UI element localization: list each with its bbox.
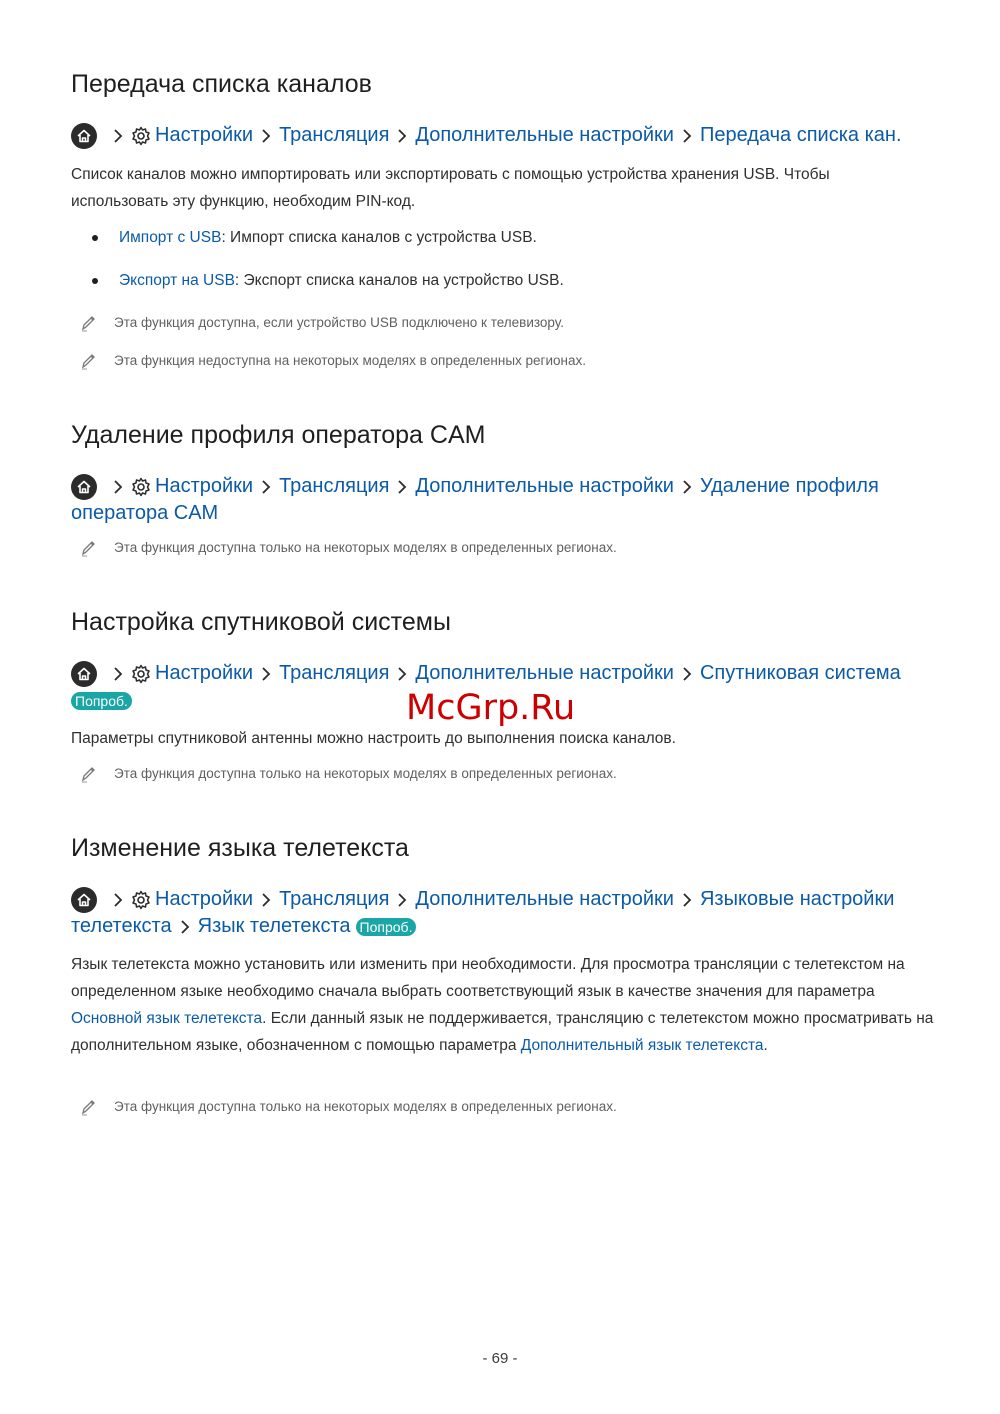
crumb-advanced-settings[interactable]: Дополнительные настройки: [415, 662, 674, 684]
note-text: Эта функция доступна, если устройство USB подключено к телевизору.: [114, 315, 564, 330]
gear-icon: [131, 477, 151, 497]
section-description: Параметры спутниковой антенны можно настроить до выполнения поиска каналов.: [71, 730, 676, 747]
pencil-note-icon: [80, 314, 96, 332]
chevron-right-icon: [256, 886, 276, 913]
description-text: .: [763, 1037, 768, 1054]
chevron-right-icon: [108, 660, 128, 687]
note-text: Эта функция доступна только на некоторых моделях в определенных регионах.: [114, 766, 617, 781]
home-icon[interactable]: [71, 123, 97, 149]
term-import-usb: Импорт с USB: [119, 229, 222, 246]
bullet-dot: [92, 235, 98, 241]
chevron-right-icon: [677, 886, 697, 913]
term-primary-teletext-language: Основной язык телетекста: [71, 1010, 263, 1027]
pencil-note-icon: [80, 765, 96, 783]
term-export-usb: Экспорт на USB: [119, 272, 235, 289]
term-secondary-teletext-language: Дополнительный язык телетекста: [520, 1037, 764, 1054]
crumb-teletext-language[interactable]: Язык телетекста: [197, 915, 351, 937]
note: [80, 1097, 940, 1117]
menu-path-channel-list-transfer: [71, 122, 941, 149]
chevron-right-icon: [677, 660, 697, 687]
gear-icon: [131, 664, 151, 684]
bullet-dot: [92, 278, 98, 284]
page-number: - 69 -: [482, 1350, 518, 1367]
chevron-right-icon: [392, 122, 412, 149]
section-title-cam-profile-delete: Удаление профиля оператора CAM: [71, 421, 486, 449]
chevron-right-icon: [256, 660, 276, 687]
try-now-badge[interactable]: Попроб.: [356, 918, 417, 936]
crumb-broadcast[interactable]: Трансляция: [279, 888, 390, 910]
crumb-broadcast[interactable]: Трансляция: [279, 662, 390, 684]
home-icon[interactable]: [71, 474, 97, 500]
note: [80, 538, 940, 558]
crumb-advanced-settings[interactable]: Дополнительные настройки: [415, 124, 674, 146]
chevron-right-icon: [108, 122, 128, 149]
chevron-right-icon: [256, 473, 276, 500]
crumb-satellite-system[interactable]: Спутниковая система: [699, 662, 901, 684]
crumb-settings[interactable]: Настройки: [155, 888, 254, 910]
crumb-cam-profile-delete[interactable]: Удаление профиля: [699, 475, 879, 497]
pencil-note-icon: [80, 352, 96, 370]
note-text: Эта функция доступна только на некоторых моделях в определенных регионах.: [114, 1099, 617, 1114]
note: [80, 764, 940, 784]
pencil-note-icon: [80, 539, 96, 557]
section-description: Список каналов можно импортировать или экспортировать с помощью устройства хранения USB. Чтобы использовать эту функцию, необходим PIN-код.: [71, 166, 830, 210]
home-icon[interactable]: [71, 887, 97, 913]
chevron-right-icon: [175, 913, 195, 940]
description-text: . Если данный язык не поддерживается, трансляцию с телетекстом можно просматривать на дополнительном языке, обозначенном с помощью параметра: [71, 1010, 934, 1054]
chevron-right-icon: [392, 660, 412, 687]
crumb-advanced-settings[interactable]: Дополнительные настройки: [415, 475, 674, 497]
section-title-teletext-language: Изменение языка телетекста: [71, 834, 409, 862]
gear-icon: [131, 126, 151, 146]
crumb-broadcast[interactable]: Трансляция: [279, 475, 390, 497]
crumb-teletext-language-settings-cont[interactable]: телетекста: [71, 915, 172, 937]
home-icon[interactable]: [71, 661, 97, 687]
section-title-channel-list-transfer: Передача списка каналов: [71, 70, 372, 98]
chevron-right-icon: [392, 886, 412, 913]
crumb-broadcast[interactable]: Трансляция: [279, 124, 390, 146]
chevron-right-icon: [677, 122, 697, 149]
chevron-right-icon: [256, 122, 276, 149]
menu-path-teletext-language: [71, 886, 941, 940]
chevron-right-icon: [108, 886, 128, 913]
crumb-settings[interactable]: Настройки: [155, 124, 254, 146]
crumb-advanced-settings[interactable]: Дополнительные настройки: [415, 888, 674, 910]
watermark: McGrp.Ru: [406, 688, 576, 728]
section-description: [71, 951, 936, 1059]
note-text: Эта функция доступна только на некоторых моделях в определенных регионах.: [114, 540, 617, 555]
chevron-right-icon: [677, 473, 697, 500]
crumb-channel-list-transfer[interactable]: Передача списка кан.: [699, 124, 902, 146]
pencil-note-icon: [80, 1098, 96, 1116]
term-description: : Импорт списка каналов с устройства USB.: [221, 229, 537, 246]
term-description: : Экспорт списка каналов на устройство USB.: [234, 272, 564, 289]
chevron-right-icon: [108, 473, 128, 500]
gear-icon: [131, 890, 151, 910]
note-text: Эта функция недоступна на некоторых моделях в определенных регионах.: [114, 353, 586, 368]
note: [80, 351, 940, 371]
chevron-right-icon: [392, 473, 412, 500]
crumb-cam-profile-delete-cont[interactable]: оператора CAM: [71, 502, 219, 524]
crumb-teletext-language-settings[interactable]: Языковые настройки: [699, 888, 895, 910]
try-now-badge[interactable]: Попроб.: [71, 692, 132, 710]
section-title-satellite-system: Настройка спутниковой системы: [71, 608, 451, 636]
note: [80, 313, 940, 333]
menu-path-cam-profile-delete: [71, 473, 941, 527]
crumb-settings[interactable]: Настройки: [155, 662, 254, 684]
crumb-settings[interactable]: Настройки: [155, 475, 254, 497]
description-text: Язык телетекста можно установить или изменить при необходимости. Для просмотра трансляции с телетекстом на определенном языке необходимо сначала выбрать соответствующий язык в качестве значения для параметра: [71, 956, 905, 1000]
